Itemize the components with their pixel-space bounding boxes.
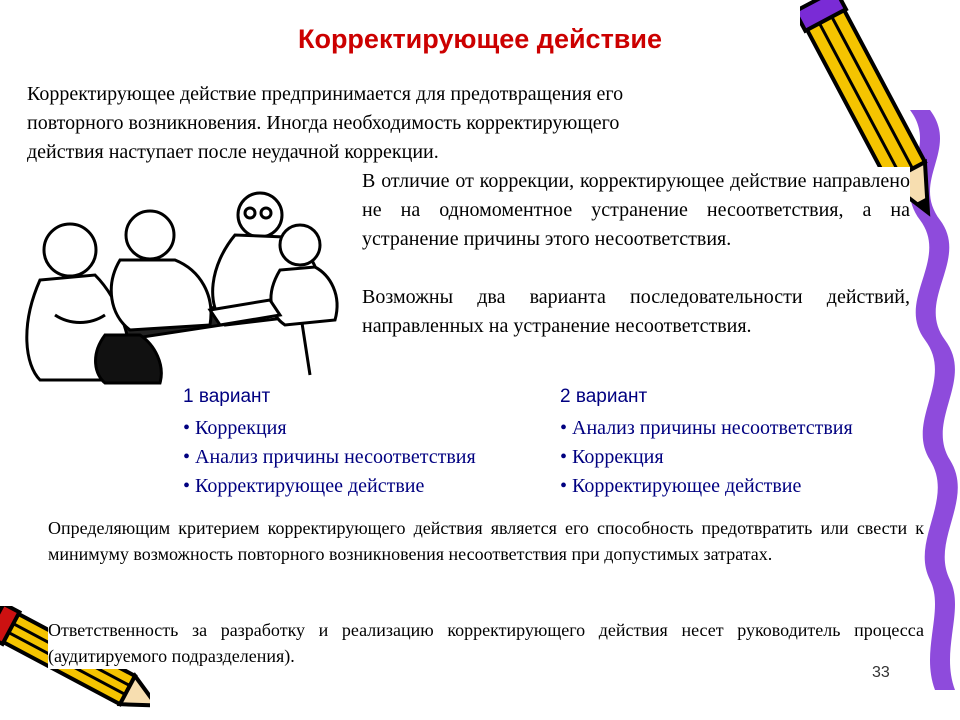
intro-line: действия наступает после неудачной коррекции.	[27, 141, 439, 163]
responsibility-paragraph: Ответственность за разработку и реализацию корректирующего действия несет руководитель процесса (аудитируемого подразделения).	[48, 617, 924, 669]
variant-2-heading: 2 вариант	[560, 386, 648, 407]
intro-text	[27, 80, 747, 167]
variants-paragraph: Возможны два варианта последовательности действий, направленных на устранение несоответствия.	[362, 283, 910, 341]
list-item: • Коррекция	[183, 417, 287, 439]
intro-line: Корректирующее действие предпринимается для предотвращения его	[27, 83, 624, 105]
criterion-paragraph: Определяющим критерием корректирующего действия является его способность предотвратить или свести к минимуму возможность повторного возникновения несоответствия при допустимых затратах.	[48, 515, 924, 567]
difference-paragraph: В отличие от коррекции, корректирующее действие направлено не на одномоментное устранение несоответствия, а на устранение причины этого несоответствия.	[362, 167, 910, 254]
list-item: • Анализ причины несоответствия	[560, 417, 853, 439]
slide-title: Корректирующее действие	[297, 24, 663, 54]
list-item: • Корректирующее действие	[560, 475, 802, 497]
meeting-illustration	[10, 175, 345, 385]
list-item: • Коррекция	[560, 446, 664, 468]
variant-2-list	[560, 386, 930, 501]
variant-1-heading: 1 вариант	[183, 386, 271, 407]
intro-line: повторного возникновения. Иногда необходимость корректирующего	[27, 112, 620, 134]
list-item: • Анализ причины несоответствия	[183, 446, 476, 468]
variant-1-list	[183, 386, 543, 501]
page-number: 33	[872, 664, 890, 681]
list-item: • Корректирующее действие	[183, 475, 425, 497]
